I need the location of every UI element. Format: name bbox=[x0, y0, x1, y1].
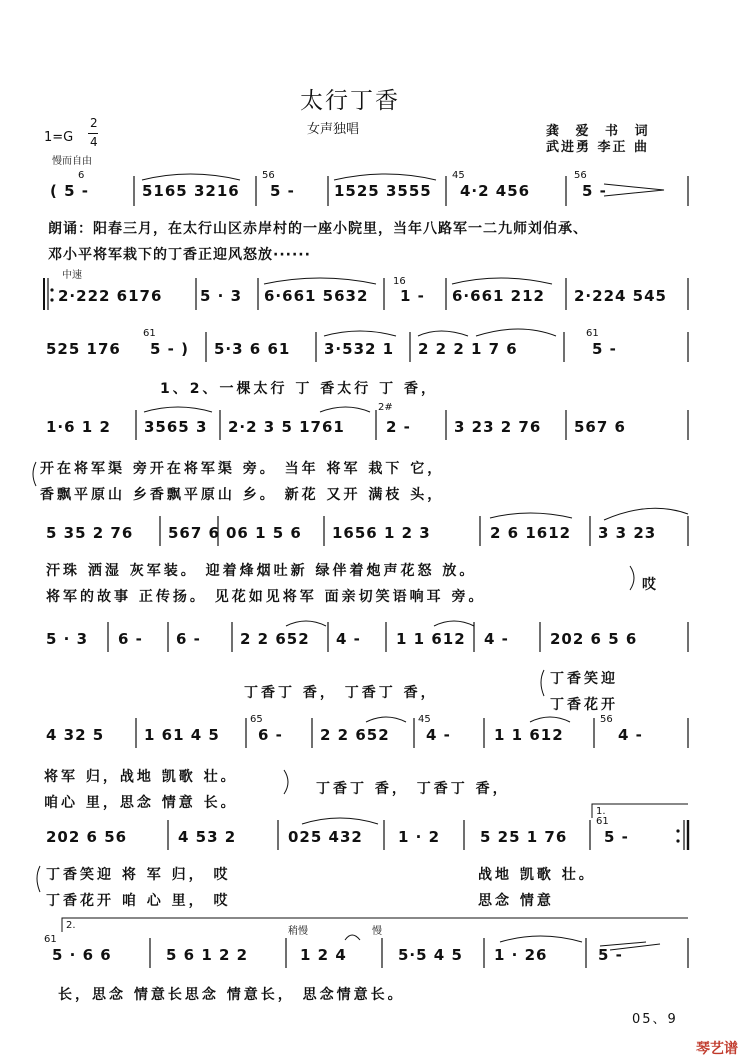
measure: 6 - bbox=[118, 630, 143, 648]
grace-note: 2# bbox=[378, 402, 393, 413]
grace-note: 61 bbox=[44, 934, 57, 945]
measure: 2·224 545 bbox=[574, 287, 667, 305]
page-number: 05、9 bbox=[632, 1012, 678, 1027]
measure: 2 6 1612 bbox=[490, 524, 572, 542]
measure: 1 1 612 bbox=[396, 630, 466, 648]
measure: 202 6 56 bbox=[46, 828, 128, 846]
grace-note: 56 bbox=[600, 714, 613, 725]
measure: 567 6 bbox=[168, 524, 220, 542]
measure: 025 432 bbox=[288, 828, 363, 846]
lyrics-line: 长，思念 情意长思念 情意长， 思念情意长。 bbox=[58, 987, 405, 1003]
measure: 1525 3555 bbox=[334, 182, 432, 200]
lyrics-line: 1、2、一棵太行 丁 香太行 丁 香， bbox=[160, 381, 438, 397]
grace-note: 6 bbox=[78, 170, 85, 181]
watermark-logo: 琴艺谱 bbox=[696, 1041, 738, 1057]
measure: 4 53 2 bbox=[178, 828, 237, 846]
measure: 3 23 2 76 bbox=[454, 418, 542, 436]
lyricist-credit: 龚 爱 书 词 bbox=[546, 124, 654, 139]
measure: 5 · 3 bbox=[200, 287, 243, 305]
lyrics-verse-2: 丁香花开 咱 心 里， 哎 bbox=[46, 893, 231, 909]
tempo-marking-free: 慢而自由 bbox=[52, 156, 92, 167]
hairpins bbox=[600, 184, 664, 950]
measure: 2 - bbox=[386, 418, 411, 436]
measure: 1656 1 2 3 bbox=[332, 524, 431, 542]
grace-note: 45 bbox=[418, 714, 431, 725]
measure: 5·3 6 61 bbox=[214, 340, 291, 358]
measure: 2 2 652 bbox=[320, 726, 390, 744]
grace-note: 61 bbox=[596, 816, 609, 827]
slurs bbox=[142, 174, 688, 942]
tempo-marking-slow: 慢 bbox=[372, 926, 382, 937]
measure: 5 - bbox=[592, 340, 617, 358]
measure: 5165 3216 bbox=[142, 182, 240, 200]
narration-line-2: 邓小平将军栽下的丁香正迎风怒放······ bbox=[48, 247, 311, 263]
measure: 5 · 6 6 bbox=[52, 946, 112, 964]
key-signature: 1=G bbox=[44, 130, 74, 145]
bar-lines bbox=[44, 176, 688, 968]
lyrics-verse-1: 丁香笑迎 bbox=[550, 671, 618, 687]
measure: 4 - bbox=[484, 630, 509, 648]
grace-note: 16 bbox=[393, 276, 406, 287]
measure: 3 3 23 bbox=[598, 524, 657, 542]
measure: 5·5 4 5 bbox=[398, 946, 463, 964]
measure: 525 176 bbox=[46, 340, 121, 358]
measure: 1·6 1 2 bbox=[46, 418, 111, 436]
lyrics-verse-1: 丁香笑迎 将 军 归， 哎 bbox=[46, 867, 231, 883]
measure: 5 - bbox=[582, 182, 607, 200]
measure: 2·2 3 5 1761 bbox=[228, 418, 345, 436]
lyrics-interjection: 哎 bbox=[642, 577, 659, 593]
measure: 5 - ) bbox=[150, 340, 189, 358]
grace-note: 45 bbox=[452, 170, 465, 181]
time-signature-bottom: 4 bbox=[90, 135, 98, 149]
measure: 3565 3 bbox=[144, 418, 208, 436]
song-subtitle: 女声独唱 bbox=[307, 122, 360, 137]
lyrics-line: 丁香丁 香， 丁香丁 香， bbox=[244, 685, 438, 701]
measure: 4 - bbox=[336, 630, 361, 648]
measure: 1 1 612 bbox=[494, 726, 564, 744]
lyrics-verse-2: 思念 情意 bbox=[478, 893, 554, 909]
measure: 3·532 1 bbox=[324, 340, 395, 358]
measure: 5 - bbox=[598, 946, 623, 964]
lyrics-verse-2: 丁香花开 bbox=[550, 697, 618, 713]
measure: 4 32 5 bbox=[46, 726, 105, 744]
volta-first: 1. bbox=[596, 806, 606, 817]
measure: 1 2 4 bbox=[300, 946, 347, 964]
measure: 1 · 2 bbox=[398, 828, 441, 846]
lyrics-verse-1: 战地 凯歌 壮。 bbox=[478, 867, 596, 883]
song-title: 太行丁香 bbox=[300, 88, 400, 114]
lyrics-verse-1: 将军 归，战地 凯歌 壮。 bbox=[44, 769, 238, 785]
lyrics-verse-2: 香飘平原山 乡香飘平原山 乡。 新花 又开 满枝 头， bbox=[40, 487, 445, 503]
lyrics-verse-1: 开在将军渠 旁开在将军渠 旁。 当年 将军 栽下 它， bbox=[40, 461, 445, 477]
measure: 2 2 2 1 7 6 bbox=[418, 340, 518, 358]
measure: 5 6 1 2 2 bbox=[166, 946, 249, 964]
measure: 5 - bbox=[604, 828, 629, 846]
lyrics-verse-1: 汗珠 洒湿 灰军装。 迎着烽烟吐新 绿伴着炮声花怒 放。 bbox=[46, 563, 477, 579]
grace-note: 61 bbox=[143, 328, 156, 339]
grace-note: 56 bbox=[262, 170, 275, 181]
fermata bbox=[345, 935, 360, 940]
repeat-dots bbox=[50, 288, 679, 842]
time-signature-top: 2 bbox=[90, 116, 98, 130]
measure: 6 - bbox=[176, 630, 201, 648]
lyrics-verse-2: 将军的故事 正传扬。 见花如见将军 面亲切笑语响耳 旁。 bbox=[46, 589, 486, 605]
measure: 5 - bbox=[270, 182, 295, 200]
measure: 6 - bbox=[258, 726, 283, 744]
measure: 6·661 212 bbox=[452, 287, 545, 305]
measure: 4·2 456 bbox=[460, 182, 531, 200]
grace-note: 65 bbox=[250, 714, 263, 725]
measure: 567 6 bbox=[574, 418, 626, 436]
tempo-marking-mid: 中速 bbox=[62, 270, 82, 281]
measure: 2 2 652 bbox=[240, 630, 310, 648]
measure: 6·661 5632 bbox=[264, 287, 369, 305]
measure: ( 5 - bbox=[50, 182, 89, 200]
measure: 1 61 4 5 bbox=[144, 726, 220, 744]
composer-credit: 武进勇 李正 曲 bbox=[546, 140, 650, 155]
volta-second: 2. bbox=[66, 920, 76, 931]
measure: 06 1 5 6 bbox=[226, 524, 302, 542]
measure: 1 - bbox=[400, 287, 425, 305]
lyrics-verse-2: 咱心 里，思念 情意 长。 bbox=[44, 795, 238, 811]
tempo-marking-slowing: 稍慢 bbox=[288, 926, 308, 937]
measure: 1 · 26 bbox=[494, 946, 548, 964]
grace-note: 61 bbox=[586, 328, 599, 339]
measure: 4 - bbox=[618, 726, 643, 744]
measure: 5 25 1 76 bbox=[480, 828, 568, 846]
measure: 4 - bbox=[426, 726, 451, 744]
measure: 5 35 2 76 bbox=[46, 524, 134, 542]
lyrics-line: 丁香丁 香， 丁香丁 香， bbox=[316, 781, 510, 797]
grace-note: 56 bbox=[574, 170, 587, 181]
narration-line-1: 朗诵：阳春三月，在太行山区赤岸村的一座小院里，当年八路军一二九师刘伯承、 bbox=[48, 221, 588, 237]
measure: 202 6 5 6 bbox=[550, 630, 638, 648]
lyric-brackets bbox=[33, 462, 634, 892]
measure: 5 · 3 bbox=[46, 630, 89, 648]
measure: 2·222 6176 bbox=[58, 287, 163, 305]
